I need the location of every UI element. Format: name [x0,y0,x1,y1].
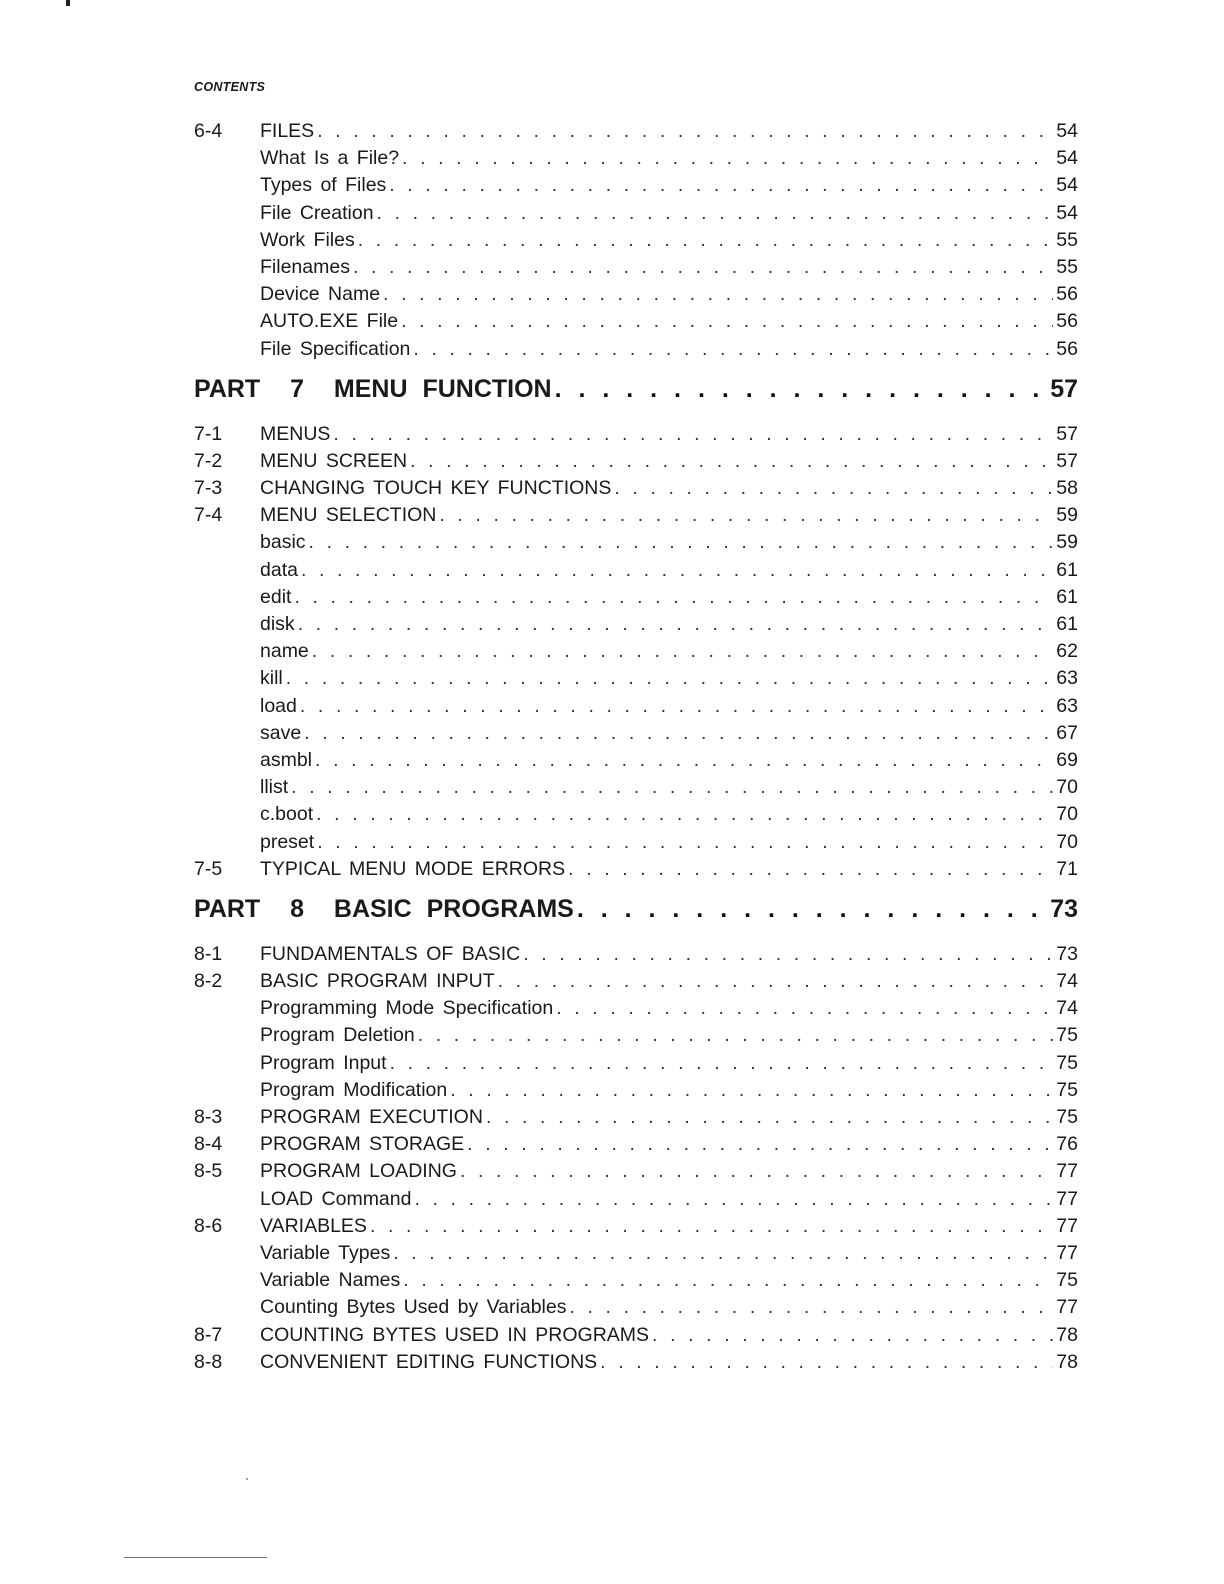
toc-subentry[interactable] [194,1269,1078,1296]
dot-leader [523,943,1053,966]
entry-page: 61 [1056,613,1078,635]
dot-leader [439,504,1053,527]
dot-leader [370,1215,1053,1238]
entry-title: File Specification [260,337,411,360]
entry-title: save [260,721,302,744]
part-title: PART 8 BASIC PROGRAMS [194,894,574,923]
entry-number: 6-4 [194,120,223,142]
entry-title: PROGRAM EXECUTION [260,1106,483,1128]
entry-number: 8-1 [194,942,223,965]
toc-subentry[interactable] [194,202,1078,229]
toc-entry-6-4[interactable] [194,120,1078,147]
toc-subentry[interactable] [194,338,1078,365]
entry-number: 8-8 [194,1350,223,1373]
entry-page: 63 [1056,667,1078,690]
dot-leader [298,613,1054,636]
entry-title: CONVENIENT EDITING FUNCTIONS [260,1350,598,1373]
entry-page: 58 [1056,477,1078,500]
entry-page: 57 [1056,449,1078,472]
toc-subentry[interactable] [194,559,1078,586]
entry-title: kill [260,667,283,690]
entry-title: Program Deletion [260,1024,415,1047]
toc-entry[interactable] [194,858,1078,885]
dot-leader [555,375,1048,404]
toc-subentry[interactable] [194,256,1078,283]
entry-number: 8-3 [194,1106,223,1128]
entry-page: 57 [1056,422,1078,445]
toc-entry[interactable] [194,1351,1078,1378]
dot-leader [286,667,1054,690]
toc-entry[interactable] [194,970,1078,997]
toc-subentry[interactable] [194,586,1078,613]
entry-page: 62 [1056,640,1078,663]
entry-title: name [260,640,309,663]
dot-leader [383,283,1053,306]
dot-leader [652,1324,1053,1347]
dot-leader [569,1296,1053,1319]
toc-entry[interactable] [194,423,1078,450]
toc-subentry[interactable] [194,722,1078,749]
dot-leader [486,1106,1053,1129]
toc-part-8[interactable] [194,895,1078,939]
dot-leader [309,531,1054,554]
entry-title: Filenames [260,255,350,278]
entry-page: 63 [1056,694,1078,717]
entry-title: File Creation [260,201,374,224]
entry-page: 73 [1056,942,1078,965]
dot-leader [317,120,1053,143]
entry-page: 54 [1056,174,1078,197]
entry-page: 55 [1056,228,1078,251]
dot-leader [317,831,1053,854]
entry-title: asmbl [260,748,313,771]
entry-page: 77 [1056,1187,1078,1210]
entry-page: 61 [1056,585,1078,608]
entry-title: FILES [260,120,315,142]
entry-page: 56 [1056,283,1078,306]
entry-page: 77 [1056,1160,1078,1183]
dot-leader [410,450,1053,473]
entry-number: 8-5 [194,1160,223,1183]
toc-subentry[interactable] [194,613,1078,640]
dot-leader [390,1052,1054,1075]
entry-title: c.boot [260,803,314,826]
toc-entry[interactable] [194,1106,1078,1133]
entry-title: basic [260,531,306,554]
entry-title: TYPICAL MENU MODE ERRORS [260,857,566,880]
dot-leader [393,1242,1053,1265]
entry-title: preset [260,830,315,853]
entry-page: 75 [1056,1078,1078,1101]
running-head: CONTENTS [194,80,266,94]
entry-page: 78 [1056,1323,1078,1346]
dot-leader [450,1079,1053,1102]
toc-part-7[interactable] [194,375,1078,419]
entry-page: 76 [1056,1133,1078,1156]
entry-title: MENU SELECTION [260,504,437,527]
dot-leader [353,256,1053,279]
dot-leader [402,147,1053,170]
entry-title: VARIABLES [260,1214,367,1237]
entry-page: 56 [1056,337,1078,360]
entry-number: 7-1 [194,422,223,445]
toc-subentry[interactable] [194,1296,1078,1323]
entry-title: What Is a File? [260,147,400,170]
toc-subentry[interactable] [194,831,1078,858]
entry-number: 8-4 [194,1133,223,1156]
entry-page: 78 [1056,1350,1078,1373]
toc-entry[interactable] [194,1324,1078,1351]
toc-entry[interactable] [194,1160,1078,1187]
dot-leader [418,1024,1054,1047]
toc-subentry[interactable] [194,695,1078,722]
entry-page: 75 [1056,1051,1078,1074]
dot-leader [577,895,1047,924]
entry-number: 8-7 [194,1323,223,1346]
entry-title: data [260,558,298,581]
dot-leader [291,776,1053,799]
entry-title: COUNTING BYTES USED IN PROGRAMS [260,1323,650,1346]
toc-subentry[interactable] [194,749,1078,776]
dot-leader [389,174,1053,197]
entry-title: PROGRAM STORAGE [260,1133,465,1156]
entry-page: 71 [1056,857,1078,880]
dot-leader [312,640,1054,663]
entry-title: MENUS [260,422,331,445]
toc-subentry[interactable] [194,229,1078,256]
entry-page: 74 [1056,970,1078,993]
entry-title: Counting Bytes Used by Variables [260,1296,567,1319]
toc-subentry[interactable] [194,174,1078,201]
entry-title: llist [260,776,289,799]
toc-subentry[interactable] [194,1242,1078,1269]
toc-subentry[interactable] [194,667,1078,694]
entry-page: 54 [1056,120,1078,142]
entry-page: 74 [1056,997,1078,1020]
entry-page: 75 [1056,1024,1078,1047]
entry-page: 56 [1056,310,1078,333]
dot-leader [300,695,1053,718]
entry-page: 59 [1056,504,1078,527]
entry-number: 7-2 [194,449,223,472]
dot-leader [600,1351,1053,1374]
toc-subentry[interactable] [194,640,1078,667]
entry-page: 75 [1056,1269,1078,1292]
entry-title: PROGRAM LOADING [260,1160,457,1183]
dot-leader [568,858,1053,881]
toc-subentry[interactable] [194,803,1078,830]
dot-leader [498,970,1054,993]
entry-page: 69 [1056,748,1078,771]
entry-title: Types of Files [260,174,387,197]
dot-leader [467,1133,1053,1156]
entry-title: Program Modification [260,1078,448,1101]
dot-leader [294,586,1053,609]
entry-number: 7-3 [194,477,223,500]
entry-number: 8-2 [194,970,223,993]
dot-leader [403,1269,1053,1292]
entry-page: 75 [1056,1106,1078,1128]
entry-page: 70 [1056,803,1078,826]
entry-number: 7-5 [194,857,223,880]
dot-leader [377,202,1054,225]
entry-number: 7-4 [194,504,223,527]
entry-title: load [260,694,297,717]
entry-title: BASIC PROGRAM INPUT [260,970,495,993]
bottom-rule [124,1557,267,1558]
toc-subentry[interactable] [194,776,1078,803]
dot-leader [315,749,1053,772]
dot-leader [401,310,1053,333]
entry-page: 55 [1056,255,1078,278]
entry-page: 70 [1056,776,1078,799]
part-page: 73 [1050,894,1078,923]
scan-mark [66,0,70,6]
toc-entry[interactable] [194,943,1078,970]
entry-page: 77 [1056,1241,1078,1264]
table-of-contents [194,120,1078,1378]
entry-page: 77 [1056,1296,1078,1319]
scan-speck [246,1478,248,1480]
dot-leader [301,559,1053,582]
toc-subentry[interactable] [194,1024,1078,1051]
dot-leader [460,1160,1053,1183]
toc-subentry[interactable] [194,1079,1078,1106]
dot-leader [358,229,1054,252]
part-page: 57 [1050,374,1078,403]
dot-leader [614,477,1053,500]
entry-page: 54 [1056,147,1078,170]
entry-page: 77 [1056,1214,1078,1237]
entry-title: LOAD Command [260,1187,412,1210]
dot-leader [556,997,1053,1020]
dot-leader [304,722,1053,745]
dot-leader [333,423,1053,446]
entry-title: edit [260,585,292,608]
toc-entry[interactable] [194,450,1078,477]
entry-title: Program Input [260,1051,387,1074]
toc-entry[interactable] [194,477,1078,504]
entry-title: Variable Names [260,1269,401,1292]
entry-page: 59 [1056,531,1078,554]
toc-subentry[interactable] [194,147,1078,174]
part-title: PART 7 MENU FUNCTION [194,374,552,403]
entry-title: MENU SCREEN [260,449,408,472]
entry-page: 61 [1056,558,1078,581]
toc-entry[interactable] [194,1133,1078,1160]
dot-leader [316,803,1053,826]
entry-title: Variable Types [260,1241,391,1264]
entry-title: FUNDAMENTALS OF BASIC [260,942,521,965]
dot-leader [414,1188,1053,1211]
entry-title: CHANGING TOUCH KEY FUNCTIONS [260,477,612,500]
entry-page: 67 [1056,721,1078,744]
entry-title: Programming Mode Specification [260,997,554,1020]
entry-page: 54 [1056,201,1078,224]
toc-subentry[interactable] [194,1188,1078,1215]
entry-title: AUTO.EXE File [260,310,399,333]
entry-page: 70 [1056,830,1078,853]
entry-number: 8-6 [194,1214,223,1237]
toc-subentry[interactable] [194,310,1078,337]
toc-subentry[interactable] [194,531,1078,558]
toc-entry[interactable] [194,1215,1078,1242]
toc-subentry[interactable] [194,1052,1078,1079]
entry-title: Device Name [260,283,381,306]
toc-subentry[interactable] [194,283,1078,310]
entry-title: disk [260,613,295,635]
dot-leader [413,338,1053,361]
toc-subentry[interactable] [194,997,1078,1024]
entry-title: Work Files [260,228,355,251]
toc-entry[interactable] [194,504,1078,531]
